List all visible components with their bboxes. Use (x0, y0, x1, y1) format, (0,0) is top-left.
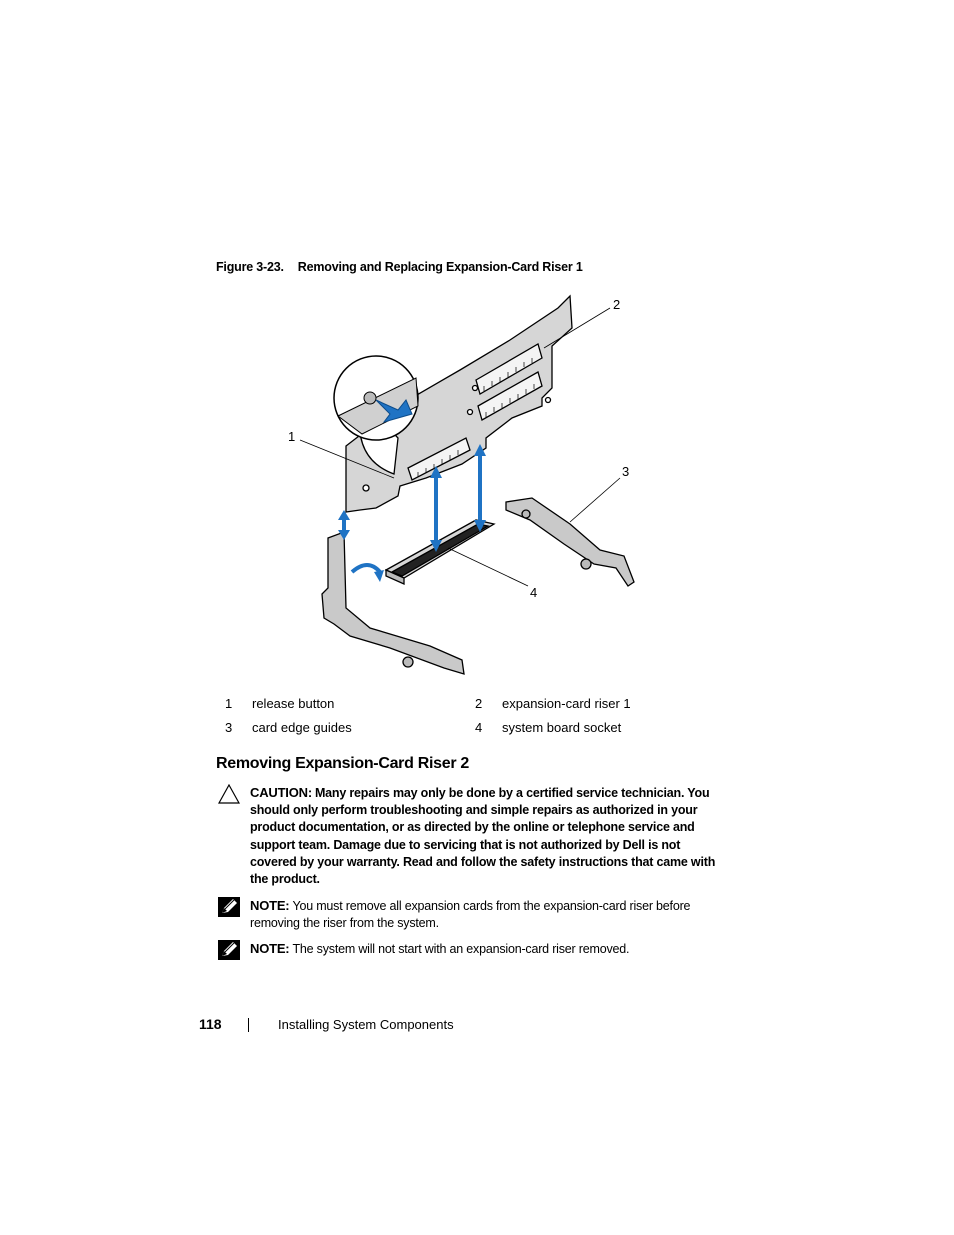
legend-number: 3 (225, 720, 233, 735)
note-body (250, 940, 716, 958)
system-board-socket (386, 520, 494, 584)
legend-number: 1 (225, 696, 233, 711)
riser-illustration (280, 288, 660, 680)
footer-section-title: Installing System Components (278, 1017, 454, 1032)
legend-text: system board socket (502, 720, 622, 735)
figure-title: Removing and Replacing Expansion-Card Riser 1 (297, 260, 583, 274)
note-block (216, 940, 716, 958)
page-footer (199, 1014, 599, 1034)
figure-caption (216, 260, 583, 274)
note-block (216, 897, 716, 932)
note-text: The system will not start with an expansion-card riser removed. (292, 942, 630, 956)
page-number: 118 (199, 1016, 222, 1032)
caution-triangle-icon (218, 784, 240, 809)
footer-separator (248, 1018, 249, 1032)
legend-number: 2 (475, 696, 483, 711)
callout-4: 4 (530, 585, 538, 600)
figure-number: Figure 3-23. (216, 260, 284, 274)
callout-2: 2 (613, 297, 621, 312)
caution-text: Many repairs may only be done by a certified service technician. You should only perform troubleshooting and simple repairs as authorized in your product documentation, or as directed by the online or telephone service and support team. Damage due to servicing that is not authorized by Dell is not covered by your warranty. Read and follow the safety instructions that came with the product. (250, 786, 716, 887)
figure-legend (216, 692, 716, 740)
caution-body (250, 784, 716, 888)
legend-text: card edge guides (252, 720, 352, 735)
callout-1: 1 (288, 429, 296, 444)
legend-text: release button (252, 696, 335, 711)
caution-label: CAUTION: (250, 785, 312, 800)
card-edge-guide-right (506, 498, 634, 586)
legend-row (216, 692, 716, 716)
note-label: NOTE: (250, 898, 290, 913)
callout-3: 3 (622, 464, 630, 479)
note-text: You must remove all expansion cards from the expansion-card riser before removing the riser from the system. (250, 899, 691, 931)
note-label: NOTE: (250, 941, 290, 956)
legend-text: expansion-card riser 1 (502, 696, 631, 711)
section-heading: Removing Expansion-Card Riser 2 (216, 755, 469, 772)
note-pencil-icon (218, 940, 240, 965)
note-pencil-icon (218, 897, 240, 922)
caution-block (216, 784, 716, 888)
legend-row (216, 716, 716, 740)
note-body (250, 897, 716, 932)
legend-number: 4 (475, 720, 483, 735)
